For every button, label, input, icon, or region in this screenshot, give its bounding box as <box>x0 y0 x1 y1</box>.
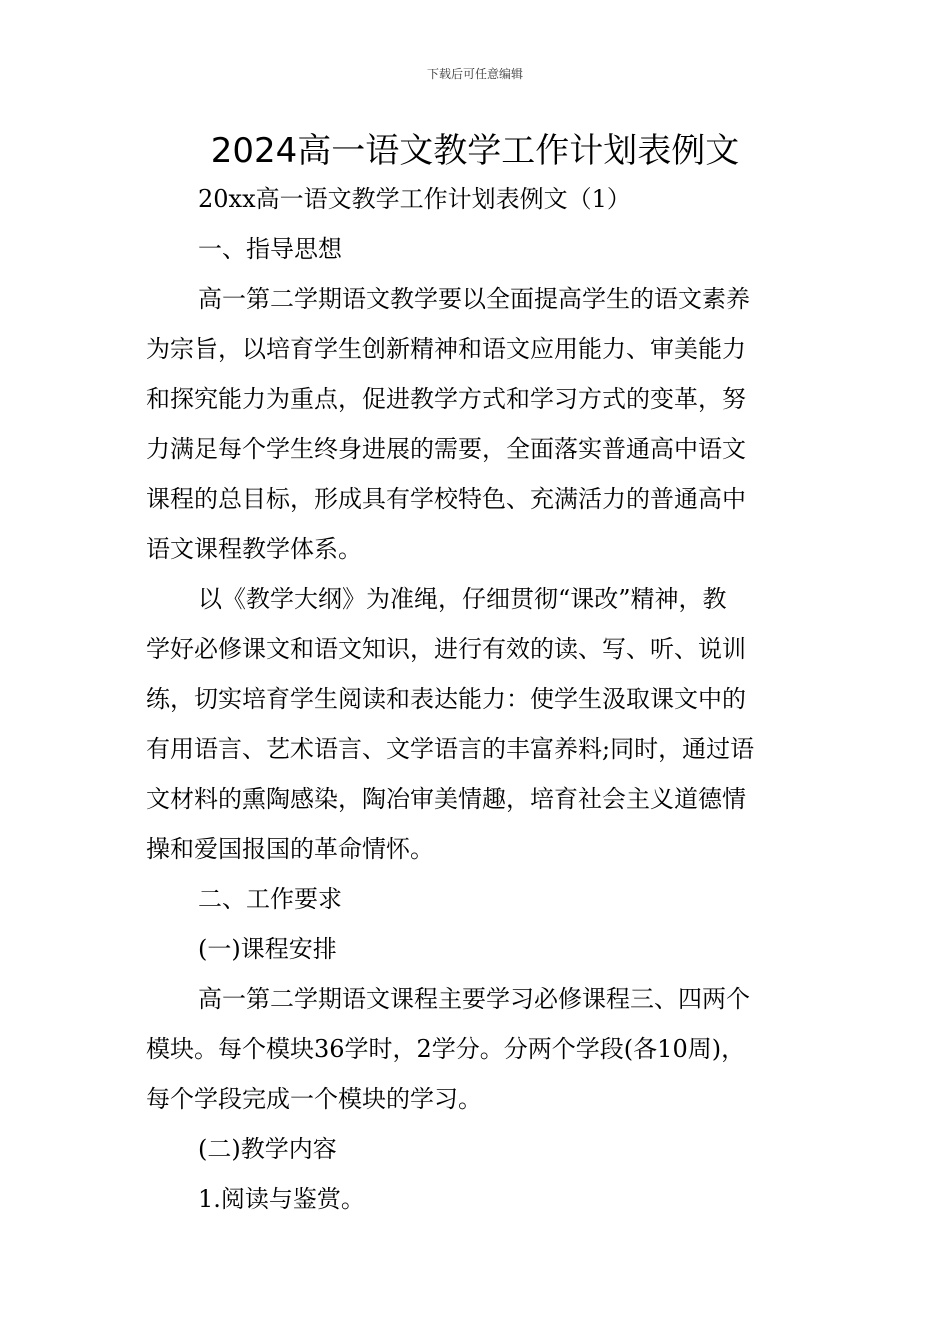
text-line: 操和爱国报国的革命情怀。 <box>146 835 434 863</box>
text-line: 为宗旨，以培育学生创新精神和语文应用能力、审美能力 <box>146 335 746 363</box>
text-line: 模块。每个模块36学时，2学分。分两个学段(各10周)， <box>146 1035 746 1063</box>
text-line: 力满足每个学生终身进展的需要，全面落实普通高中语文 <box>146 435 746 463</box>
text-line: (一)课程安排 <box>198 935 337 963</box>
text-line: 练，切实培育学生阅读和表达能力：使学生汲取课文中的 <box>146 685 746 713</box>
text-line: 以《教学大纲》为准绳，仔细贯彻“课改”精神，教 <box>198 585 727 613</box>
text-line: 二、工作要求 <box>198 885 342 913</box>
text-line: 每个学段完成一个模块的学习。 <box>146 1085 482 1113</box>
document-title: 2024高一语文教学工作计划表例文 <box>210 131 740 171</box>
text-line: 有用语言、艺术语言、文学语言的丰富养料;同时，通过语 <box>146 735 755 763</box>
text-line: 1.阅读与鉴赏。 <box>198 1185 365 1213</box>
text-line: 和探究能力为重点，促进教学方式和学习方式的变革，努 <box>146 385 746 413</box>
text-line: (二)教学内容 <box>198 1135 337 1163</box>
header-note: 下载后可任意编辑 <box>426 67 523 81</box>
text-line: 课程的总目标，形成具有学校特色、充满活力的普通高中 <box>146 485 746 513</box>
text-line: 高一第二学期语文教学要以全面提高学生的语文素养 <box>198 285 750 313</box>
text-line: 文材料的熏陶感染，陶冶审美情趣，培育社会主义道德情 <box>146 785 746 813</box>
text-line: 高一第二学期语文课程主要学习必修课程三、四两个 <box>198 985 750 1013</box>
text-line: 学好必修课文和语文知识，进行有效的读、写、听、说训 <box>146 635 746 663</box>
document-body <box>146 174 806 1224</box>
text-line: 语文课程教学体系。 <box>146 535 362 563</box>
text-line: 20xx高一语文教学工作计划表例文（1） <box>198 185 631 213</box>
text-line: 一、指导思想 <box>198 235 342 263</box>
